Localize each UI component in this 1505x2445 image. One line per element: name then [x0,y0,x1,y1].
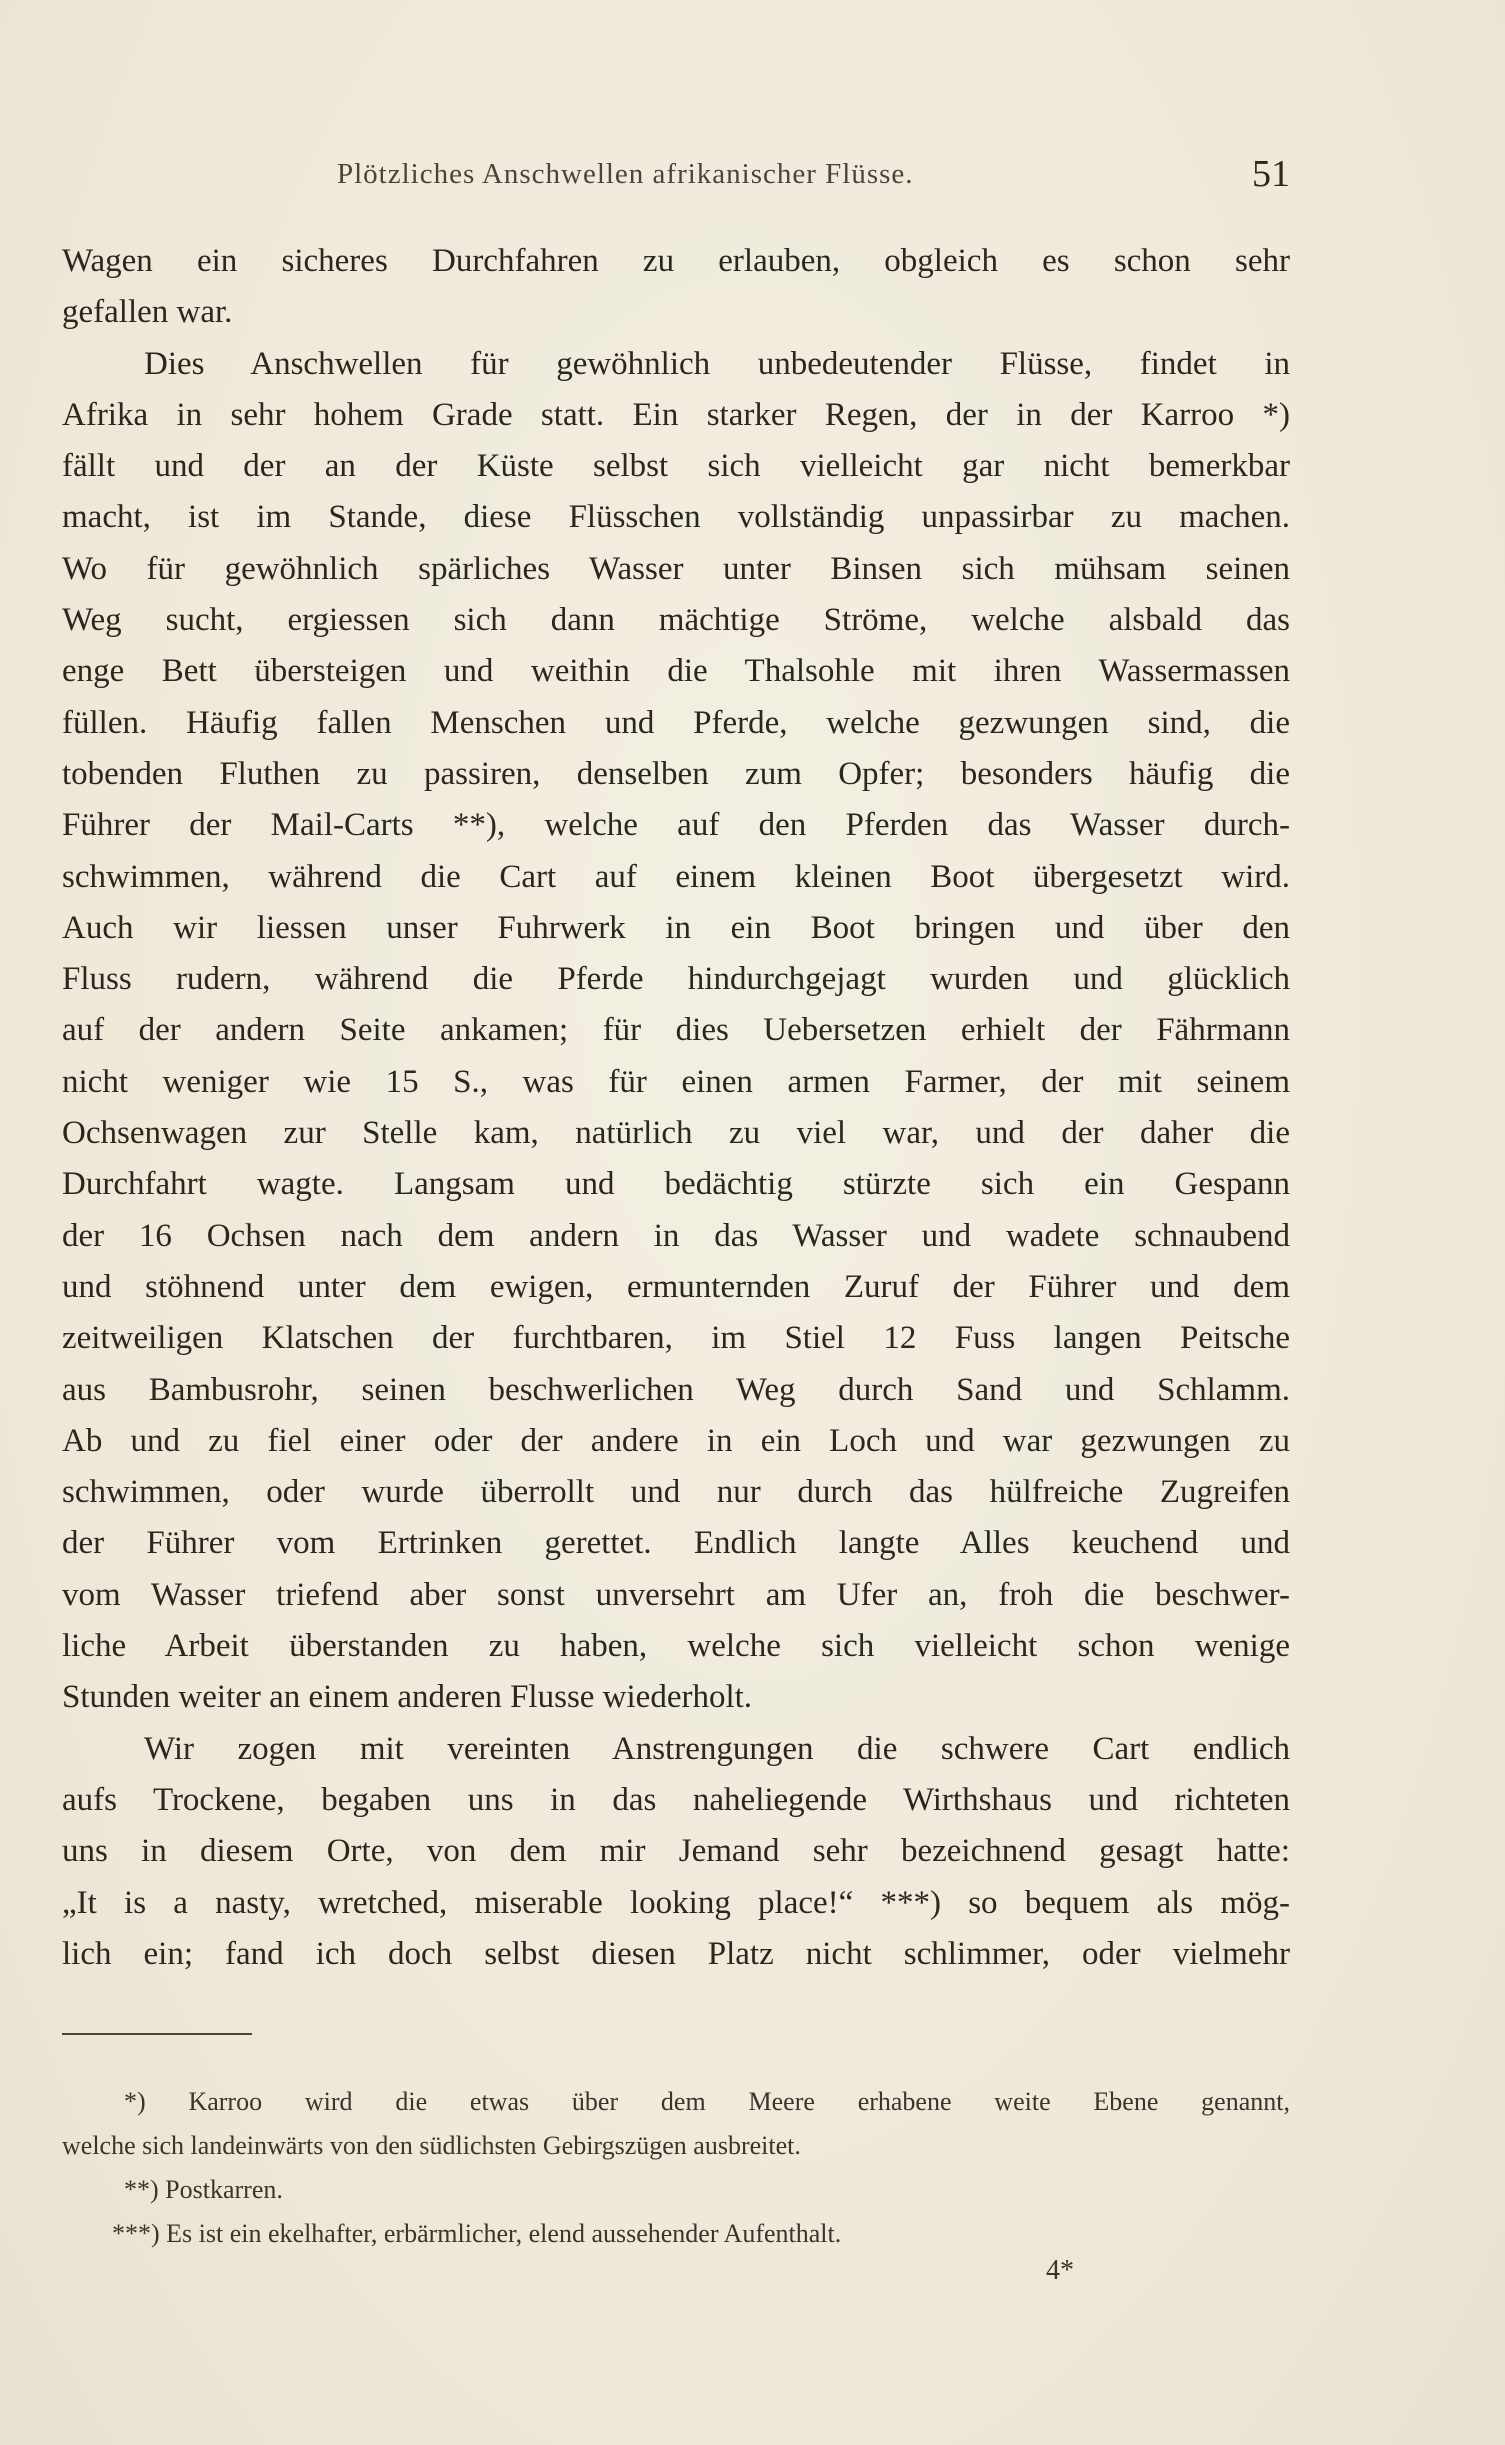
paragraph-3 [62,1724,1290,1980]
text-line: Dies Anschwellen für gewöhnlich unbedeutender Flüsse, findet in [144,345,1290,382]
signature-mark: 4* [1046,2255,1074,2286]
footnote-line: ***) Es ist ein ekelhafter, erbärmlicher, elend aussehender Aufenthalt. [112,2219,842,2248]
text-line: Afrika in sehr hohem Grade statt. Ein starker Regen, der in der Karroo *) [62,396,1290,433]
text-line: auf der andern Seite ankamen; für dies Uebersetzen erhielt der Fährmann [62,1012,1290,1049]
text-line: macht, ist im Stande, diese Flüsschen vollständig unpassirbar zu machen. [62,499,1290,536]
text-line: schwimmen, oder wurde überrollt und nur durch das hülfreiche Zugreifen [62,1474,1290,1511]
text-line: Führer der Mail-Carts **), welche auf den Pferden das Wasser durch- [62,807,1290,844]
text-line: gefallen war. [62,294,233,331]
text-line: fällt und der an der Küste selbst sich vielleicht gar nicht bemerkbar [62,448,1290,485]
paragraph-2 [62,339,1290,1724]
text-line: liche Arbeit überstanden zu haben, welche sich vielleicht schon wenige [62,1628,1290,1665]
text-line: „It is a nasty, wretched, miserable looking place!“ ***) so bequem als mög- [62,1884,1290,1921]
text-line: nicht weniger wie 15 S., was für einen armen Farmer, der mit seinem [62,1063,1290,1100]
footnote-line: **) Postkarren. [124,2175,283,2204]
text-line: tobenden Fluthen zu passiren, denselben zum Opfer; besonders häufig die [62,755,1290,792]
text-line: Stunden weiter an einem anderen Flusse wiederholt. [62,1679,753,1716]
text-line: uns in diesem Orte, von dem mir Jemand sehr bezeichnend gesagt hatte: [62,1833,1290,1870]
running-head: Plötzliches Anschwellen afrikanischer Flüsse. [337,158,914,190]
text-line: aufs Trockene, begaben uns in das naheliegende Wirthshaus und richteten [62,1781,1290,1818]
text-line: Auch wir liessen unser Fuhrwerk in ein Boot bringen und über den [62,909,1290,946]
footnote-separator [62,2033,252,2035]
text-line: der Führer vom Ertrinken gerettet. Endlich langte Alles keuchend und [62,1525,1290,1562]
text-line: Ochsenwagen zur Stelle kam, natürlich zu viel war, und der daher die [62,1115,1290,1152]
text-line: Ab und zu fiel einer oder der andere in ein Loch und war gezwungen zu [62,1422,1290,1459]
page-number: 51 [1252,153,1290,195]
text-line: vom Wasser triefend aber sonst unversehrt am Ufer an, froh die beschwer- [62,1576,1290,1613]
text-line: Wagen ein sicheres Durchfahren zu erlauben, obgleich es schon sehr [62,243,1290,279]
text-line: enge Bett übersteigen und weithin die Thalsohle mit ihren Wassermassen [62,653,1290,690]
text-line: Wir zogen mit vereinten Anstrengungen die schwere Cart endlich [144,1730,1290,1767]
text-line: schwimmen, während die Cart auf einem kleinen Boot übergesetzt wird. [62,858,1290,895]
text-line: zeitweiligen Klatschen der furchtbaren, im Stiel 12 Fuss langen Peitsche [62,1320,1290,1357]
text-line: Fluss rudern, während die Pferde hindurchgejagt wurden und glücklich [62,961,1290,998]
text-line: Weg sucht, ergiessen sich dann mächtige Ströme, welche alsbald das [62,602,1290,639]
text-line: aus Bambusrohr, seinen beschwerlichen Weg durch Sand und Schlamm. [62,1371,1290,1408]
text-line: füllen. Häufig fallen Menschen und Pferde, welche gezwungen sind, die [62,704,1290,741]
body-text [62,236,1290,1980]
text-line: Durchfahrt wagte. Langsam und bedächtig stürzte sich ein Gespann [62,1166,1290,1203]
paragraph-1 [62,236,1290,339]
page-header [62,152,1290,202]
text-line: Wo für gewöhnlich spärliches Wasser unter Binsen sich mühsam seinen [62,550,1290,587]
footnotes [62,2080,1290,2256]
footnote-line: welche sich landeinwärts von den südlichsten Gebirgszügen ausbreitet. [62,2131,801,2160]
text-line: lich ein; fand ich doch selbst diesen Platz nicht schlimmer, oder vielmehr [62,1935,1290,1972]
text-line: und stöhnend unter dem ewigen, ermunternden Zuruf der Führer und dem [62,1268,1290,1305]
text-line: der 16 Ochsen nach dem andern in das Wasser und wadete schnaubend [62,1217,1290,1254]
footnote-line: *) Karroo wird die etwas über dem Meere erhabene weite Ebene genannt, [124,2087,1290,2116]
